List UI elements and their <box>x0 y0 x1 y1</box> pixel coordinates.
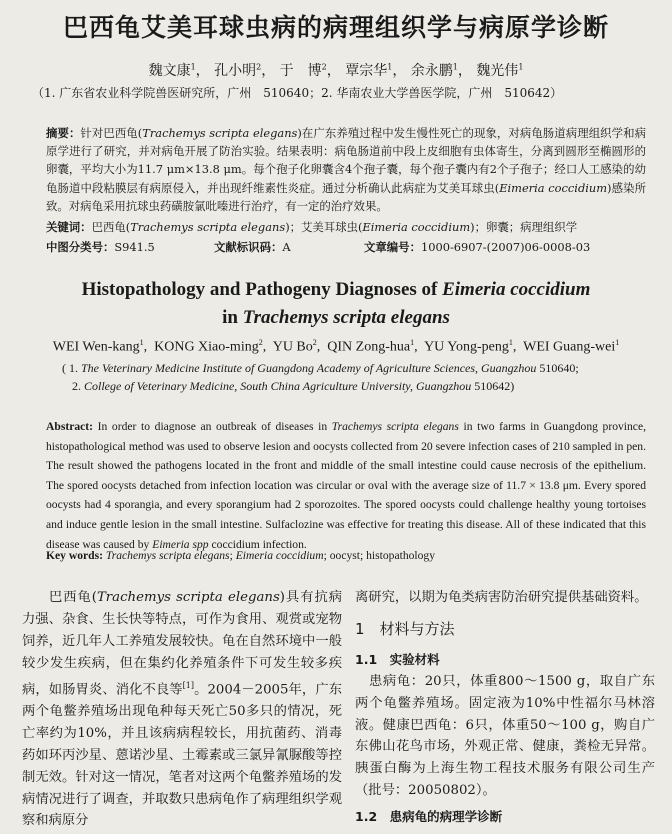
abstract-label: 摘要： <box>46 126 81 140</box>
author-affiliation-mark: 1 <box>615 338 620 347</box>
chinese-affiliation: （1. 广东省农业科学院兽医研究所，广州 510640；2. 华南农业大学兽医学院，广州 510642） <box>32 86 563 100</box>
keywords-label: 关键词： <box>46 220 92 234</box>
author-name: WEI Wen-kang <box>52 339 140 355</box>
author-affiliation-mark: 2 <box>258 338 263 347</box>
pathogen-name: Eimeria coccidium <box>442 279 591 300</box>
author-affiliation-mark: 1 <box>452 62 458 72</box>
body-right-column <box>355 587 655 828</box>
species-name: Trachemys scripta elegans <box>242 307 450 328</box>
clc-value: S941.5 <box>114 240 155 254</box>
author-name: QIN Zong-hua <box>327 339 411 355</box>
english-title <box>0 277 672 330</box>
author-affiliation-mark: 1 <box>410 338 415 347</box>
author-affiliation-mark: 1 <box>139 338 144 347</box>
keywords-text: )；卵囊；病理组织学 <box>470 220 578 234</box>
document-code-value: A <box>282 240 291 254</box>
chinese-keywords <box>46 219 646 235</box>
subsection-heading: 1.1 实验材料 <box>355 651 440 667</box>
body-text: 患病龟：20只，体重800～1500 g，取自广东两个龟鳖养殖场。固定液为10%中性福尔马林溶液。健康巴西龟：6只，体重50～100 g，购自广东佛山花鸟市场，外观正常、健康，粪检无异常。胰蛋白酶为上海生物工程技术服务有限公司生产（批号：20050802）。 <box>355 673 655 799</box>
postal-code: 510642) <box>474 379 515 393</box>
keywords-text: oocyst; histopathology <box>329 549 436 562</box>
article-number-value: 1000-6907-(2007)06-0008-03 <box>420 240 591 254</box>
abstract-text: )感染所致。对病龟采用抗球虫药磺胺氯吡嗪进行治疗，有一定的治疗效果。 <box>46 180 646 213</box>
body-text: 巴西龟( <box>48 590 97 605</box>
abstract-label: Abstract: <box>46 420 94 433</box>
subsection-heading: 1.2 患病龟的病理学诊断 <box>355 809 503 825</box>
affiliation-text: The Veterinary Medicine Institute of Guangdong Academy of Agriculture Sciences, Guangzhou <box>81 361 537 375</box>
english-title-line2 <box>0 305 672 330</box>
species-name: Trachemys scripta elegans <box>142 126 298 140</box>
author-name: YU Bo <box>272 339 313 355</box>
pathogen-name: Eimeria coccidium <box>362 220 471 234</box>
body-text: 。2004－2005年，广东两个龟鳖养殖场出现龟种每天死亡50多只的情况，死亡率约为10%，并且该病病程较长，用抗菌药、消毒药如环丙沙星、蒽诺沙星、土霉素或三氯异氰脲酸等控制无效。针对这一情况，笔者对这两个龟鳖养殖场的发病情况进行了调查，并取数只患病龟作了病理组织学观察和病原分 <box>22 682 343 829</box>
english-abstract <box>46 417 646 554</box>
body-left-column <box>22 587 342 832</box>
english-title-line1 <box>0 277 672 302</box>
abstract-text: in two farms in Guangdong province, histopathological method was used to observe lesion and oocysts collected from 20 severe infection cases of 210 sampled in pen. The result showed the pathogens located in the front and middle of the small intestine could cause necrosis of the epithelium. The spored oocysts detached from infection location was circular or oval with the average size of 11.7 × 13.8 μm. Every spored oocysts had 4 sporangia, and every sporangium had 2 sporozoites. The spored oocysts could challenge healthy young tortoises and induce gentle lesion in the small intestine. Sulfaclozine was effective for treating this disease. All of these indicated that this disease was caused by <box>46 420 646 551</box>
section-heading: 1 材料与方法 <box>355 619 455 638</box>
postal-code: 510640; <box>539 361 579 375</box>
author-name: WEI Guang-wei <box>523 339 616 355</box>
body-text: 离研究，以期为龟类病害防治研究提供基础资料。 <box>355 590 648 605</box>
author-affiliation-mark: 1 <box>190 62 196 72</box>
author-name: 魏光伟 <box>476 63 519 79</box>
species-name: Trachemys scripta elegans <box>331 420 459 433</box>
english-affiliation-2 <box>72 379 652 394</box>
chinese-title: 巴西龟艾美耳球虫病的病理组织学与病原学诊断 <box>62 13 609 42</box>
keywords-text: )；艾美耳球虫( <box>285 220 363 234</box>
abstract-text: coccidium infection. <box>208 537 307 551</box>
affiliation-number: ( 1. <box>62 361 78 375</box>
chinese-abstract <box>46 124 646 215</box>
pathogen-name: Eimeria spp <box>152 537 209 551</box>
author-affiliation-mark: 1 <box>518 62 524 72</box>
species-name: Trachemys scripta elegans <box>130 220 286 234</box>
author-name: 孔小明 <box>214 63 257 79</box>
affiliation-number: 2. <box>72 379 81 393</box>
author-affiliation-mark: 2 <box>256 62 262 72</box>
author-affiliation-mark: 1 <box>387 62 393 72</box>
clc-code <box>46 239 155 255</box>
author-affiliation-mark: 2 <box>321 62 327 72</box>
english-keywords: Key words: Trachemys scripta elegans; Eimeria coccidium; oocyst; histopathology <box>46 549 436 562</box>
author-affiliation-mark: 1 <box>508 338 513 347</box>
body-text: )具有抗病力强、杂食、生长快等特点，可作为食用、观赏或宠物饲养，近几年人工养殖发展较快。龟在自然环境中一般较少发生疾病，但在集约化养殖条件下可发生较多疾病，如肠胃炎、消化不良等 <box>22 590 342 698</box>
abstract-text: )在广东养殖过程中发生慢性死亡的现象，对病龟肠道病理组织学和病原学进行了研究，并对病龟开展了防治实验。结果表明：病龟肠道前中段上皮细胞有虫体寄生，分离到圆形至椭圆形的卵囊，平均大小为11.7 μm×13.8 μm。每个孢子化卵囊含4个孢子囊，每个孢子囊内有2个子孢子；经口人工感染的幼龟肠道中段粘膜层有病原侵入，并出现纤维素性炎症。通过分析确认此病症为艾美耳球虫( <box>46 126 646 195</box>
author-name: 于 博 <box>279 63 322 79</box>
author-name: 魏文康 <box>148 63 191 79</box>
keywords-text: 巴西龟( <box>91 220 131 234</box>
english-affiliation-1 <box>62 361 642 376</box>
pathogen-name: Eimeria coccidium <box>235 549 324 562</box>
species-name: Trachemys scripta elegans <box>96 590 280 605</box>
title-text: Histopathology and Pathogeny Diagnoses of <box>81 279 443 300</box>
article-number-label: 文章编号： <box>364 240 421 254</box>
document-code <box>214 239 291 255</box>
article-number <box>364 239 590 255</box>
citation-mark: [1] <box>182 680 194 690</box>
author-name: KONG Xiao-ming <box>154 339 259 355</box>
abstract-text: 针对巴西龟( <box>80 126 143 140</box>
author-affiliation-mark: 2 <box>312 338 317 347</box>
english-authors: WEI Wen-kang$^1$, KONG Xiao-ming$^2$, YU Bo$^2$, QIN Zong-hua$^1$, YU Yong-peng$^1$, WEI Guang-wei$^1$ <box>52 338 620 355</box>
species-name: Trachemys scripta elegans <box>105 549 230 562</box>
author-name: 覃宗华 <box>345 63 388 79</box>
author-name: YU Yong-peng <box>424 339 509 355</box>
pathogen-name: Eimeria coccidium <box>499 180 608 195</box>
clc-label: 中图分类号： <box>46 240 115 254</box>
document-code-label: 文献标识码： <box>214 240 283 254</box>
chinese-authors: 魏文康$^1$， 孔小明$^2$， 于 博$^2$， 覃宗华$^1$， 余永鹏$^1$， 魏光伟$^1$ <box>148 62 524 79</box>
title-text: in <box>222 307 243 328</box>
keywords-label: Key words: <box>46 549 103 562</box>
author-name: 余永鹏 <box>410 63 453 79</box>
abstract-text: In order to diagnose an outbreak of diseases in <box>93 420 332 433</box>
affiliation-text: College of Veterinary Medicine, South China Agriculture University, Guangzhou <box>84 379 472 393</box>
